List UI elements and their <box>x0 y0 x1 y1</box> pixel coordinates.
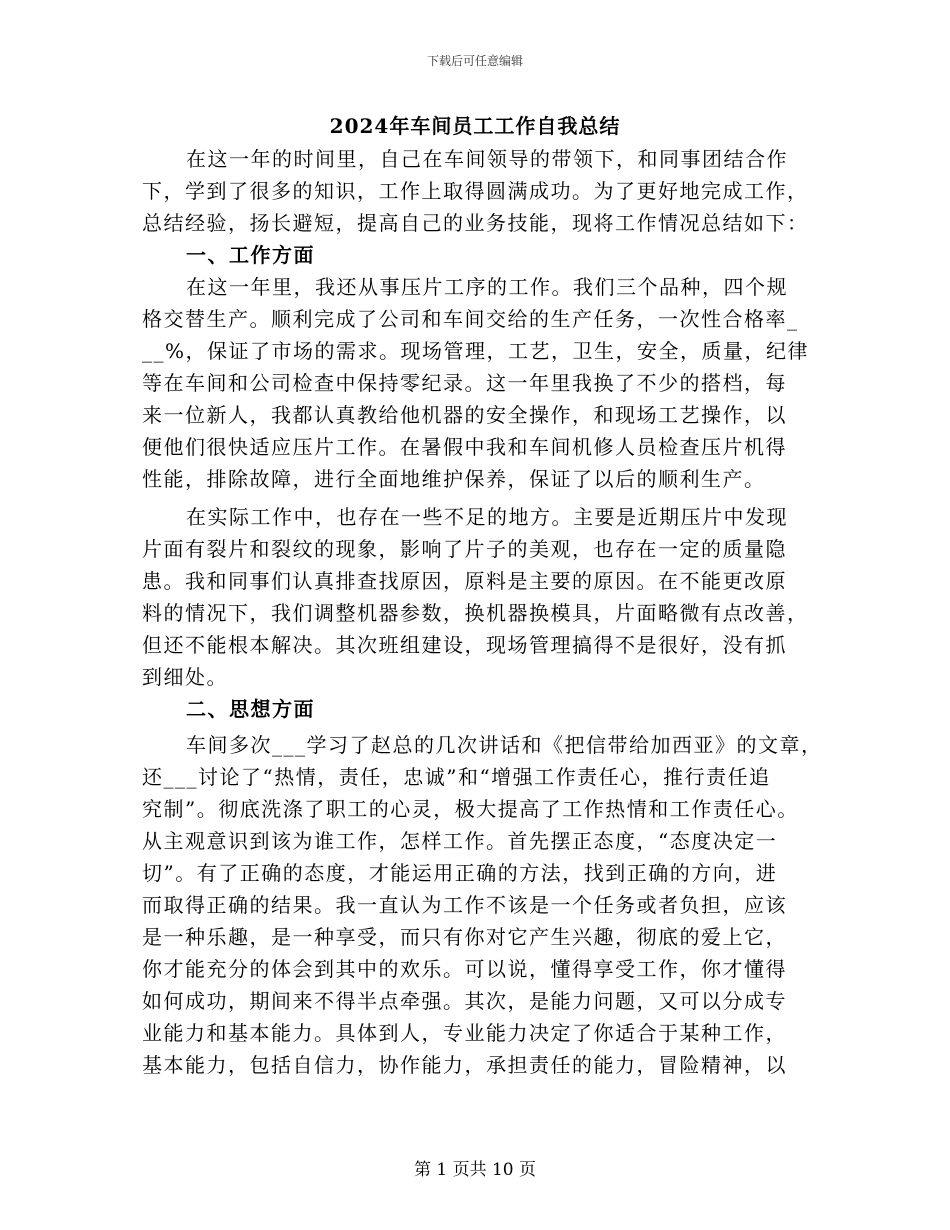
paragraph-line: 基本能力，包括自信力，协作能力，承担责任的能力，冒险精神，以 <box>142 1053 787 1077</box>
paragraph-line: 在实际工作中，也存在一些不足的地方。主要是近期压片中发现 <box>186 505 788 529</box>
paragraph-line: 便他们很快适应压片工作。在暑假中我和车间机修人员检查压片机得 <box>142 435 787 459</box>
paragraph-line: 是一种乐趣，是一种享受，而只有你对它产生兴趣，彻底的爱上它， <box>142 925 787 949</box>
paragraph-line: 等在车间和公司检查中保持零纪录。这一年里我换了不少的搭档，每 <box>142 371 787 395</box>
paragraph-line: 总结经验，扬长避短，提高自己的业务技能，现将工作情况总结如下： <box>142 211 809 235</box>
paragraph-line: 在这一年的时间里，自己在车间领导的带领下，和同事团结合作 <box>186 147 788 171</box>
paragraph-line: 如何成功，期间来不得半点牵强。其次，是能力问题，又可以分成专 <box>142 989 787 1013</box>
paragraph-line: 性能，排除故障，进行全面地维护保养，保证了以后的顺利生产。 <box>142 467 766 491</box>
paragraph-line: __%，保证了市场的需求。现场管理，工艺，卫生，安全，质量，纪律 <box>142 339 810 363</box>
paragraph-line: 患。我和同事们认真排查找原因，原料是主要的原因。在不能更改原 <box>142 569 787 593</box>
paragraph-line: 但还不能根本解决。其次班组建设，现场管理搞得不是很好，没有抓 <box>142 633 787 657</box>
paragraph-line: 到细处。 <box>142 665 228 689</box>
paragraph-line: 在这一年里，我还从事压片工序的工作。我们三个品种，四个规 <box>186 275 788 299</box>
document-title: 2024年车间员工工作自我总结 <box>329 114 621 138</box>
paragraph-line: 车间多次___学习了赵总的几次讲话和《把信带给加西亚》的文章， <box>186 733 823 757</box>
paragraph-line: 究制”。彻底洗涤了职工的心灵，极大提高了工作热情和工作责任心。 <box>142 797 799 821</box>
page-header: 下载后可任意编辑 <box>426 54 523 68</box>
paragraph-line: 下，学到了很多的知识，工作上取得圆满成功。为了更好地完成工作， <box>142 179 809 203</box>
paragraph-line: 从主观意识到该为谁工作，怎样工作。首先摆正态度，“态度决定一 <box>142 829 778 853</box>
paragraph-line: 而取得正确的结果。我一直认为工作不该是一个任务或者负担，应该 <box>142 893 787 917</box>
paragraph-line: 切”。有了正确的态度，才能运用正确的方法，找到正确的方向，进 <box>142 861 778 885</box>
page-footer: 第 1 页共 10 页 <box>413 1160 537 1180</box>
paragraph-line: 片面有裂片和裂纹的现象，影响了片子的美观，也存在一定的质量隐 <box>142 537 787 561</box>
section-heading: 二、思想方面 <box>186 697 315 721</box>
paragraph-line: 还___讨论了“热情，责任，忠诚”和“增强工作责任心，推行责任追 <box>142 765 771 789</box>
paragraph-line: 格交替生产。顺利完成了公司和车间交给的生产任务，一次性合格率_ <box>142 307 799 331</box>
section-heading: 一、工作方面 <box>186 243 315 267</box>
paragraph-line: 来一位新人，我都认真教给他机器的安全操作，和现场工艺操作，以 <box>142 403 787 427</box>
paragraph-line: 业能力和基本能力。具体到人，专业能力决定了你适合于某种工作， <box>142 1021 787 1045</box>
paragraph-line: 料的情况下，我们调整机器参数，换机器换模具，片面略微有点改善， <box>142 601 809 625</box>
paragraph-line: 你才能充分的体会到其中的欢乐。可以说，懂得享受工作，你才懂得 <box>142 957 787 981</box>
